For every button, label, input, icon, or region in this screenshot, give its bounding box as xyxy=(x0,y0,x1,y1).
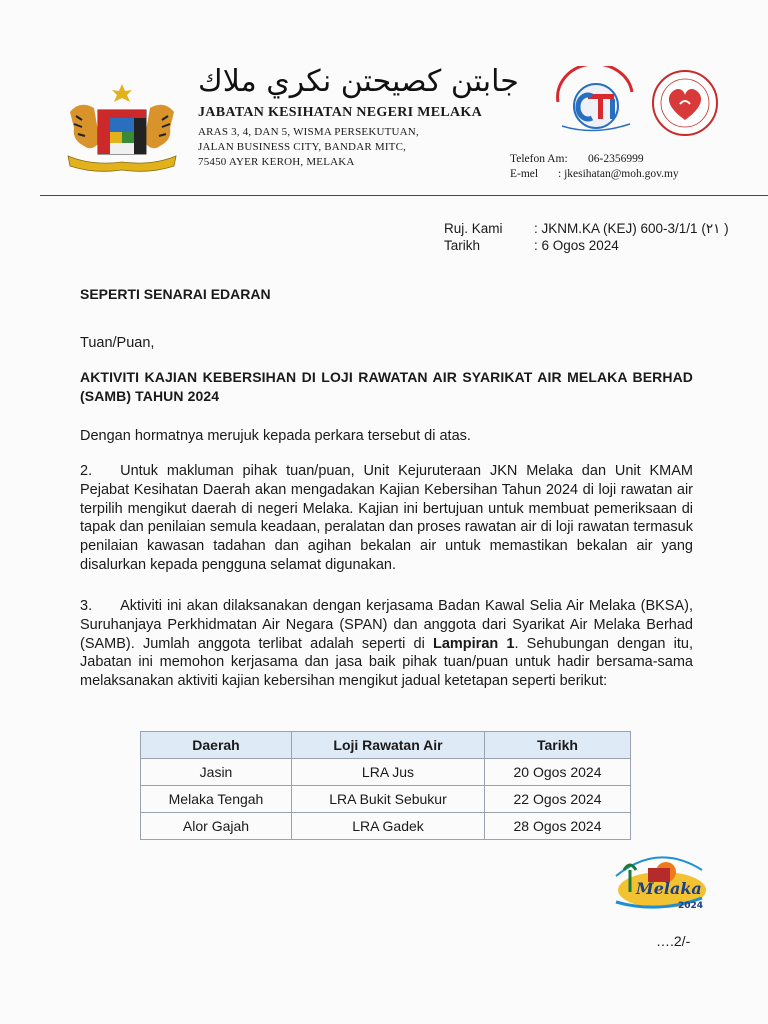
table-row xyxy=(141,813,631,840)
paragraph-3-text-b: . Sehubungan dengan itu, Jabatan ini memohon kerjasama dan jasa baik pihak tuan/puan untuk hadir bersama-sama melaksanakan aktiviti kajian kebersihan mengikut jadual ketetapan seperti berikut: xyxy=(80,635,693,690)
reference-number: : JKNM.KA (KEJ) 600-3/1/1 (٢١ ) xyxy=(534,221,729,236)
phone-label: Telefon Am: xyxy=(510,153,568,165)
paragraph-3-text-a: Aktiviti ini akan dilaksanakan dengan kerjasama Badan Kawal Selia Air Melaka (BKSA), Suruhanjaya Perkhidmatan Air Negara (SPAN) dan anggota dari Syarikat Air Melaka Berhad (SAMB). Jumlah anggota terlibat adalah seperti di xyxy=(80,598,693,652)
letter-subject: AKTIVITI KAJIAN KEBERSIHAN DI LOJI RAWATAN AIR SYARIKAT AIR MELAKA BERHAD (SAMB) TAHUN 2024 xyxy=(80,369,693,404)
cell-daerah: Jasin xyxy=(141,759,292,786)
recipient-line: SEPERTI SENARAI EDARAN xyxy=(80,286,271,302)
schedule-table xyxy=(140,731,631,840)
address-line-3: 75450 AYER KEROH, MELAKA xyxy=(198,156,355,168)
paragraph-2 xyxy=(80,462,693,575)
cell-tarikh: 22 Ogos 2024 xyxy=(485,786,631,813)
column-header-daerah: Daerah xyxy=(141,732,292,759)
column-header-loji: Loji Rawatan Air xyxy=(292,732,485,759)
cell-loji: LRA Gadek xyxy=(292,813,485,840)
paragraph-3-number: 3. xyxy=(80,598,93,614)
coat-of-arms-logo xyxy=(62,82,182,174)
paragraph-2-number: 2. xyxy=(80,463,93,479)
reference-label: Ruj. Kami xyxy=(444,221,503,236)
paragraph-3 xyxy=(80,597,693,691)
department-name: JABATAN KESIHATAN NEGERI MELAKA xyxy=(198,105,483,120)
opening-sentence: Dengan hormatnya merujuk kepada perkara tersebut di atas. xyxy=(80,428,471,444)
cell-loji: LRA Bukit Sebukur xyxy=(292,786,485,813)
event-logo-name: Melaka xyxy=(636,879,702,898)
phone-value: 06-2356999 xyxy=(588,153,644,165)
letterhead-divider xyxy=(40,195,768,196)
department-name-jawi: جابتن كصيحتن نكري ملاك xyxy=(198,64,519,99)
cell-loji: LRA Jus xyxy=(292,759,485,786)
paragraph-2-text: Untuk makluman pihak tuan/puan, Unit Kejuruteraan JKN Melaka dan Unit KMAM Pejabat Kesihatan Daerah akan mengadakan Kajian Kebersihan Tahun 2024 di loji rawatan air terpilih mengikut daerah di negeri Melaka. Kajian ini bertujuan untuk membuat pemeriksaan di tapak dan penilaian semula keadaan, peralatan dan proses rawatan air di loji rawatan termasuk penilaian kawasan tadahan dan agihan bekalan air untuk memastikan bekalan air yang disalurkan kepada pengguna selamat digunakan. xyxy=(80,463,693,573)
date-value: : 6 Ogos 2024 xyxy=(534,238,619,253)
page-continuation: ….2/- xyxy=(656,933,691,949)
email-value: : jkesihatan@moh.gov.my xyxy=(558,168,679,180)
address-line-1: ARAS 3, 4, DAN 5, WISMA PERSEKUTUAN, xyxy=(198,126,419,138)
column-header-tarikh: Tarikh xyxy=(485,732,631,759)
address-line-2: JALAN BUSINESS CITY, BANDAR MITC, xyxy=(198,141,407,153)
cti-logo xyxy=(544,66,642,136)
date-label: Tarikh xyxy=(444,238,481,253)
table-header-row xyxy=(141,732,631,759)
attachment-reference: Lampiran 1 xyxy=(432,635,515,652)
melaka-2024-logo xyxy=(606,846,710,916)
cell-daerah: Alor Gajah xyxy=(141,813,292,840)
table-row xyxy=(141,759,631,786)
kkm-heart-logo xyxy=(650,68,720,138)
cell-tarikh: 20 Ogos 2024 xyxy=(485,759,631,786)
salutation: Tuan/Puan, xyxy=(80,335,155,351)
event-logo-year: 2024 xyxy=(678,901,704,911)
email-label: E-mel xyxy=(510,168,539,180)
cell-daerah: Melaka Tengah xyxy=(141,786,292,813)
cell-tarikh: 28 Ogos 2024 xyxy=(485,813,631,840)
table-row xyxy=(141,786,631,813)
